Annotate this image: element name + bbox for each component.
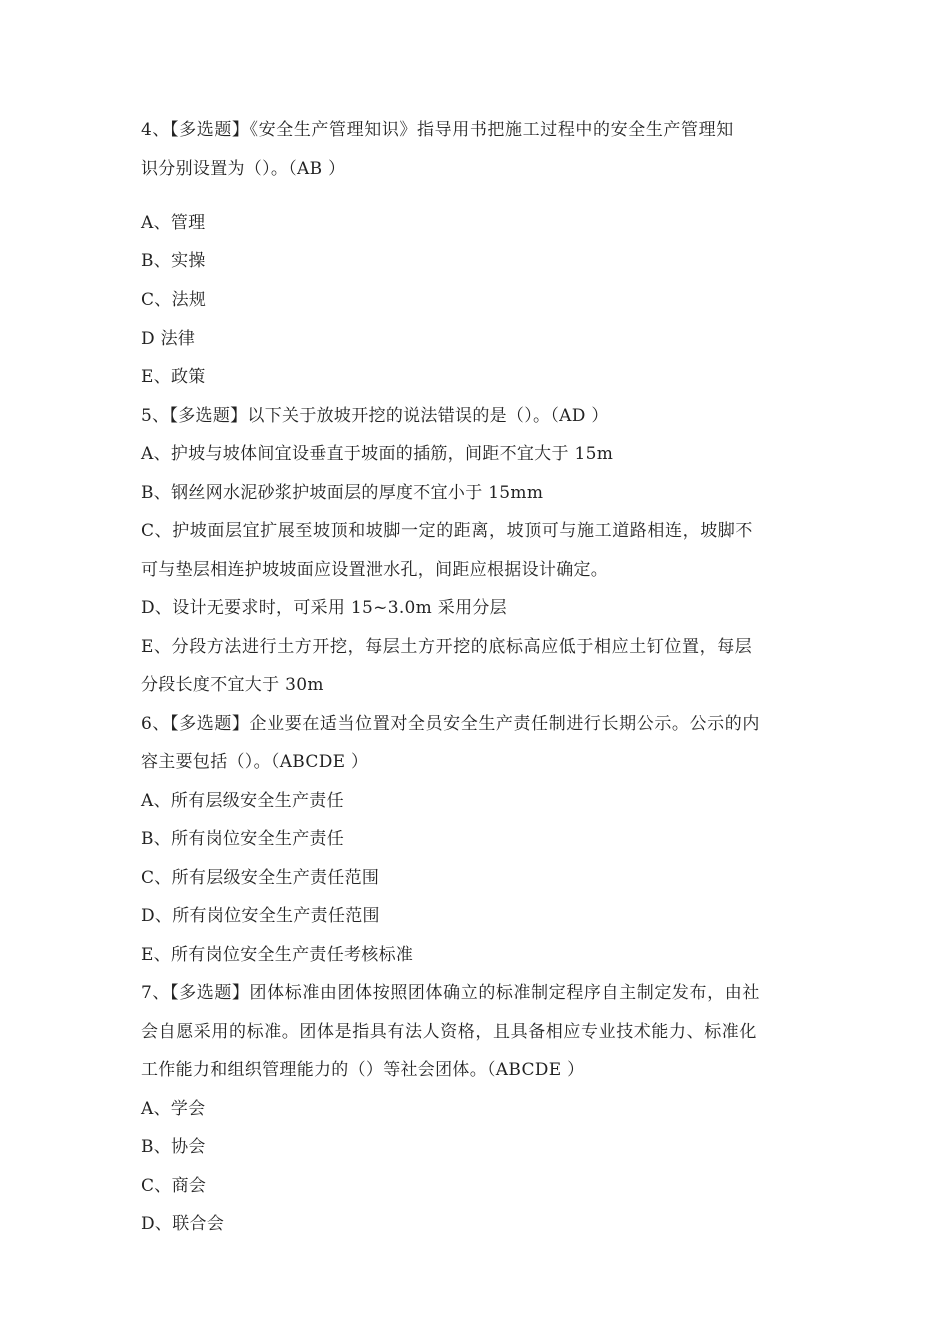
question-5-option-c-line-2: 可与垫层相连护坡坡面应设置泄水孔，间距应根据设计确定。 — [141, 560, 609, 580]
question-6-option-d: D、所有岗位安全生产责任范围 — [141, 906, 380, 926]
question-4-option-d: D 法律 — [141, 329, 196, 349]
question-6-text-line-1: 6、【多选题】企业要在适当位置对全员安全生产责任制进行长期公示。公示的内 — [141, 714, 760, 734]
question-7-text-line-1: 7、【多选题】团体标准由团体按照团体确立的标准制定程序自主制定发布，由社 — [141, 983, 760, 1003]
question-4-option-e: E、政策 — [141, 367, 206, 387]
question-6-text-line-2: 容主要包括（）。（ABCDE ） — [141, 752, 369, 772]
question-6-option-c: C、所有层级安全生产责任范围 — [141, 868, 380, 888]
question-7-option-b: B、协会 — [141, 1137, 206, 1157]
question-5-option-d: D、设计无要求时，可采用 15~3.0m 采用分层 — [141, 598, 507, 618]
question-7-option-a: A、学会 — [141, 1099, 206, 1119]
question-7-option-c: C、商会 — [141, 1176, 207, 1196]
question-5-option-e-line-2: 分段长度不宜大于 30m — [141, 675, 324, 695]
question-4-option-b: B、实操 — [141, 251, 206, 271]
question-6-option-b: B、所有岗位安全生产责任 — [141, 829, 345, 849]
question-4-option-a: A、管理 — [141, 213, 206, 233]
question-5-option-e-line-1: E、分段方法进行土方开挖，每层土方开挖的底标高应低于相应土钉位置，每层 — [141, 637, 753, 657]
question-5-option-b: B、钢丝网水泥砂浆护坡面层的厚度不宜小于 15mm — [141, 483, 544, 503]
question-5-option-c-line-1: C、护坡面层宜扩展至坡顶和坡脚一定的距离，坡顶可与施工道路相连，坡脚不 — [141, 521, 754, 541]
question-5-text-line-1: 5、【多选题】以下关于放坡开挖的说法错误的是（）。（AD ） — [141, 406, 609, 426]
question-7-option-d: D、联合会 — [141, 1214, 225, 1234]
question-6-option-a: A、所有层级安全生产责任 — [141, 791, 344, 811]
question-6-option-e: E、所有岗位安全生产责任考核标准 — [141, 945, 414, 965]
question-7-text-line-2: 会自愿采用的标准。团体是指具有法人资格，且具备相应专业技术能力、标准化 — [141, 1022, 757, 1042]
question-7-text-line-3: 工作能力和组织管理能力的（）等社会团体。（ABCDE ） — [141, 1060, 585, 1080]
question-5-option-a: A、护坡与坡体间宜设垂直于坡面的插筋，间距不宜大于 15m — [141, 444, 614, 464]
question-4-text-line-1: 4、【多选题】《安全生产管理知识》指导用书把施工过程中的安全生产管理知 — [141, 120, 734, 140]
question-4-text-line-2: 识分别设置为（）。（AB ） — [141, 159, 346, 179]
question-4-option-c: C、法规 — [141, 290, 207, 310]
